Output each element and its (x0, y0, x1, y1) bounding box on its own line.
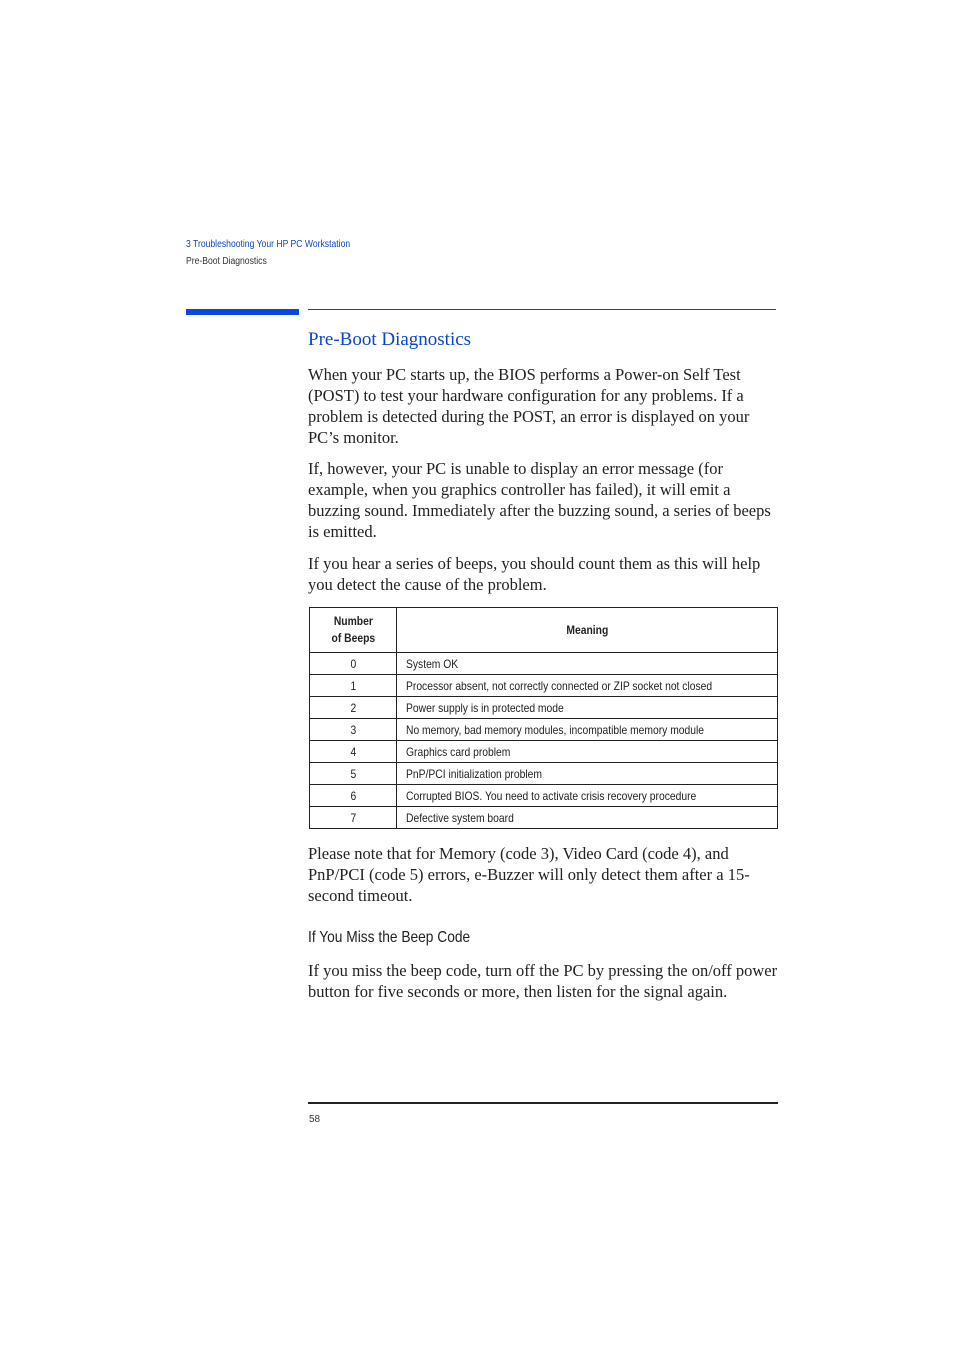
column-header-beeps: Number of Beeps (310, 608, 397, 653)
table-row (310, 763, 778, 785)
meaning-cell: No memory, bad memory modules, incompatible memory module (397, 719, 778, 741)
paragraph-post-intro: When your PC starts up, the BIOS performs a Power-on Self Test (POST) to test your hardware configuration for any problems. If a problem is detected during the POST, an error is displayed on your PC’s monitor. (308, 365, 750, 447)
table-row (310, 807, 778, 829)
meaning-cell: Corrupted BIOS. You need to activate crisis recovery procedure (397, 785, 778, 807)
beep-count-cell: 7 (310, 807, 397, 829)
subheading-missed-beep: If You Miss the Beep Code (308, 929, 471, 946)
page-title: Pre-Boot Diagnostics (308, 329, 472, 350)
beep-count-cell: 5 (310, 763, 397, 785)
running-header-section: Pre-Boot Diagnostics (186, 256, 267, 267)
beep-count-cell: 2 (310, 697, 397, 719)
table-row (310, 653, 778, 675)
meaning-cell: PnP/PCI initialization problem (397, 763, 778, 785)
top-rule (308, 309, 776, 310)
beep-count-cell: 3 (310, 719, 397, 741)
beep-code-table (309, 607, 778, 829)
meaning-cell: Defective system board (397, 807, 778, 829)
page-number: 58 (309, 1114, 321, 1125)
table-row (310, 741, 778, 763)
table-row (310, 697, 778, 719)
table-header-row (310, 608, 778, 653)
paragraph-buzzing-sound: If, however, your PC is unable to display an error message (for example, when you graphics controller has failed), it will emit a buzzing sound. Immediately after the buzzing sound, a series of beeps is emitted. (308, 459, 771, 541)
accent-bar (186, 309, 299, 315)
table-row (310, 675, 778, 697)
meaning-cell: Graphics card problem (397, 741, 778, 763)
table-row (310, 785, 778, 807)
beep-count-cell: 4 (310, 741, 397, 763)
meaning-cell: System OK (397, 653, 778, 675)
beep-count-cell: 6 (310, 785, 397, 807)
paragraph-ebuzzer-note: Please note that for Memory (code 3), Video Card (code 4), and PnP/PCI (code 5) errors, e-Buzzer will only detect them after a 15-second timeout. (308, 844, 750, 905)
meaning-cell: Processor absent, not correctly connected or ZIP socket not closed (397, 675, 778, 697)
column-header-meaning: Meaning (397, 608, 778, 653)
running-header-chapter: 3 Troubleshooting Your HP PC Workstation (186, 239, 351, 250)
meaning-cell: Power supply is in protected mode (397, 697, 778, 719)
table-row (310, 719, 778, 741)
footer-rule (308, 1102, 778, 1104)
beep-count-cell: 1 (310, 675, 397, 697)
paragraph-count-beeps: If you hear a series of beeps, you should count them as this will help you detect the cause of the problem. (308, 554, 761, 594)
beep-count-cell: 0 (310, 653, 397, 675)
paragraph-missed-beep: If you miss the beep code, turn off the PC by pressing the on/off power button for five seconds or more, then listen for the signal again. (308, 961, 778, 1001)
